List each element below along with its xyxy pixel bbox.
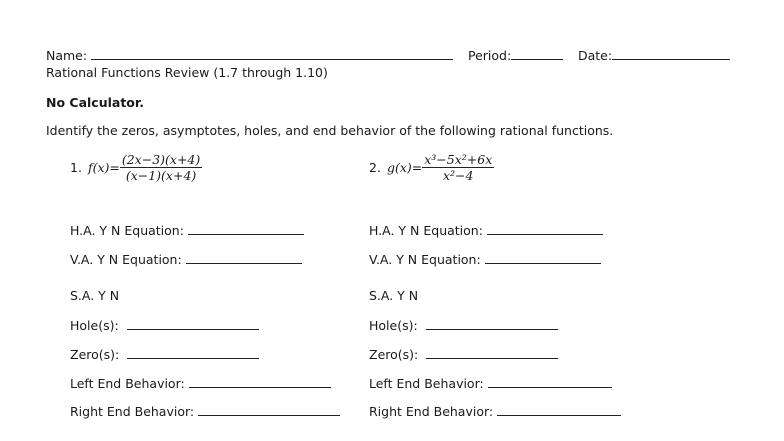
p2-left-end-row (369, 375, 612, 391)
problem-number: 1. (70, 160, 82, 175)
ha-label: H.A. Y N Equation: (70, 223, 184, 238)
period-label: Period: (468, 48, 512, 63)
name-line (46, 47, 453, 63)
name-label: Name: (46, 48, 88, 63)
name-field[interactable] (91, 47, 453, 60)
p2-va-row (369, 251, 601, 267)
function-lhs: g(x)= (386, 160, 423, 175)
function-lhs: f(x)= (87, 160, 120, 175)
period-line (468, 47, 563, 63)
p2-ha-equation-field[interactable] (487, 222, 603, 235)
p2-right-end-row (369, 403, 621, 419)
p2-sa-row: S.A. Y N (369, 288, 419, 303)
p2-ha-row (369, 222, 603, 238)
date-field[interactable] (612, 47, 730, 60)
p1-va-equation-field[interactable] (186, 251, 302, 264)
p1-left-end-row (70, 375, 331, 391)
p1-zeros-field[interactable] (127, 346, 259, 359)
p1-ha-equation-field[interactable] (188, 222, 304, 235)
p2-zeros-row (369, 346, 558, 362)
period-field[interactable] (511, 47, 563, 60)
date-line (578, 47, 730, 63)
p1-holes-field[interactable] (127, 317, 259, 330)
va-label: V.A. Y N Equation: (369, 252, 481, 267)
rational-expression (120, 152, 202, 183)
problem-1 (70, 152, 202, 183)
rational-expression (422, 152, 494, 183)
holes-label: Hole(s): (369, 318, 418, 333)
zeros-label: Zero(s): (70, 347, 120, 362)
zeros-label: Zero(s): (369, 347, 419, 362)
p2-holes-row (369, 317, 558, 333)
p1-right-end-row (70, 403, 340, 419)
ha-label: H.A. Y N Equation: (369, 223, 483, 238)
va-label: V.A. Y N Equation: (70, 252, 182, 267)
p2-right-end-field[interactable] (497, 403, 621, 416)
problem-2 (369, 152, 494, 183)
problem-number: 2. (369, 160, 381, 175)
holes-label: Hole(s): (70, 318, 119, 333)
p1-ha-row (70, 222, 304, 238)
p2-zeros-field[interactable] (426, 346, 558, 359)
right-end-label: Right End Behavior: (369, 404, 494, 419)
p1-sa-row: S.A. Y N (70, 288, 120, 303)
p1-holes-row (70, 317, 259, 333)
denominator: x²−4 (442, 168, 474, 183)
p1-left-end-field[interactable] (189, 375, 331, 388)
p2-holes-field[interactable] (426, 317, 558, 330)
left-end-label: Left End Behavior: (70, 376, 185, 391)
p1-va-row (70, 251, 302, 267)
p2-left-end-field[interactable] (488, 375, 612, 388)
instructions: Identify the zeros, asymptotes, holes, and end behavior of the following rational functions. (46, 123, 614, 138)
left-end-label: Left End Behavior: (369, 376, 484, 391)
right-end-label: Right End Behavior: (70, 404, 195, 419)
section-heading: No Calculator. (46, 95, 145, 110)
document-subtitle: Rational Functions Review (1.7 through 1.10) (46, 65, 328, 80)
p1-right-end-field[interactable] (198, 403, 340, 416)
numerator: x³−5x²+6x (424, 152, 493, 167)
p2-va-equation-field[interactable] (485, 251, 601, 264)
p1-zeros-row (70, 346, 259, 362)
numerator: (2x−3)(x+4) (121, 152, 201, 167)
denominator: (x−1)(x+4) (125, 168, 197, 183)
date-label: Date: (578, 48, 613, 63)
